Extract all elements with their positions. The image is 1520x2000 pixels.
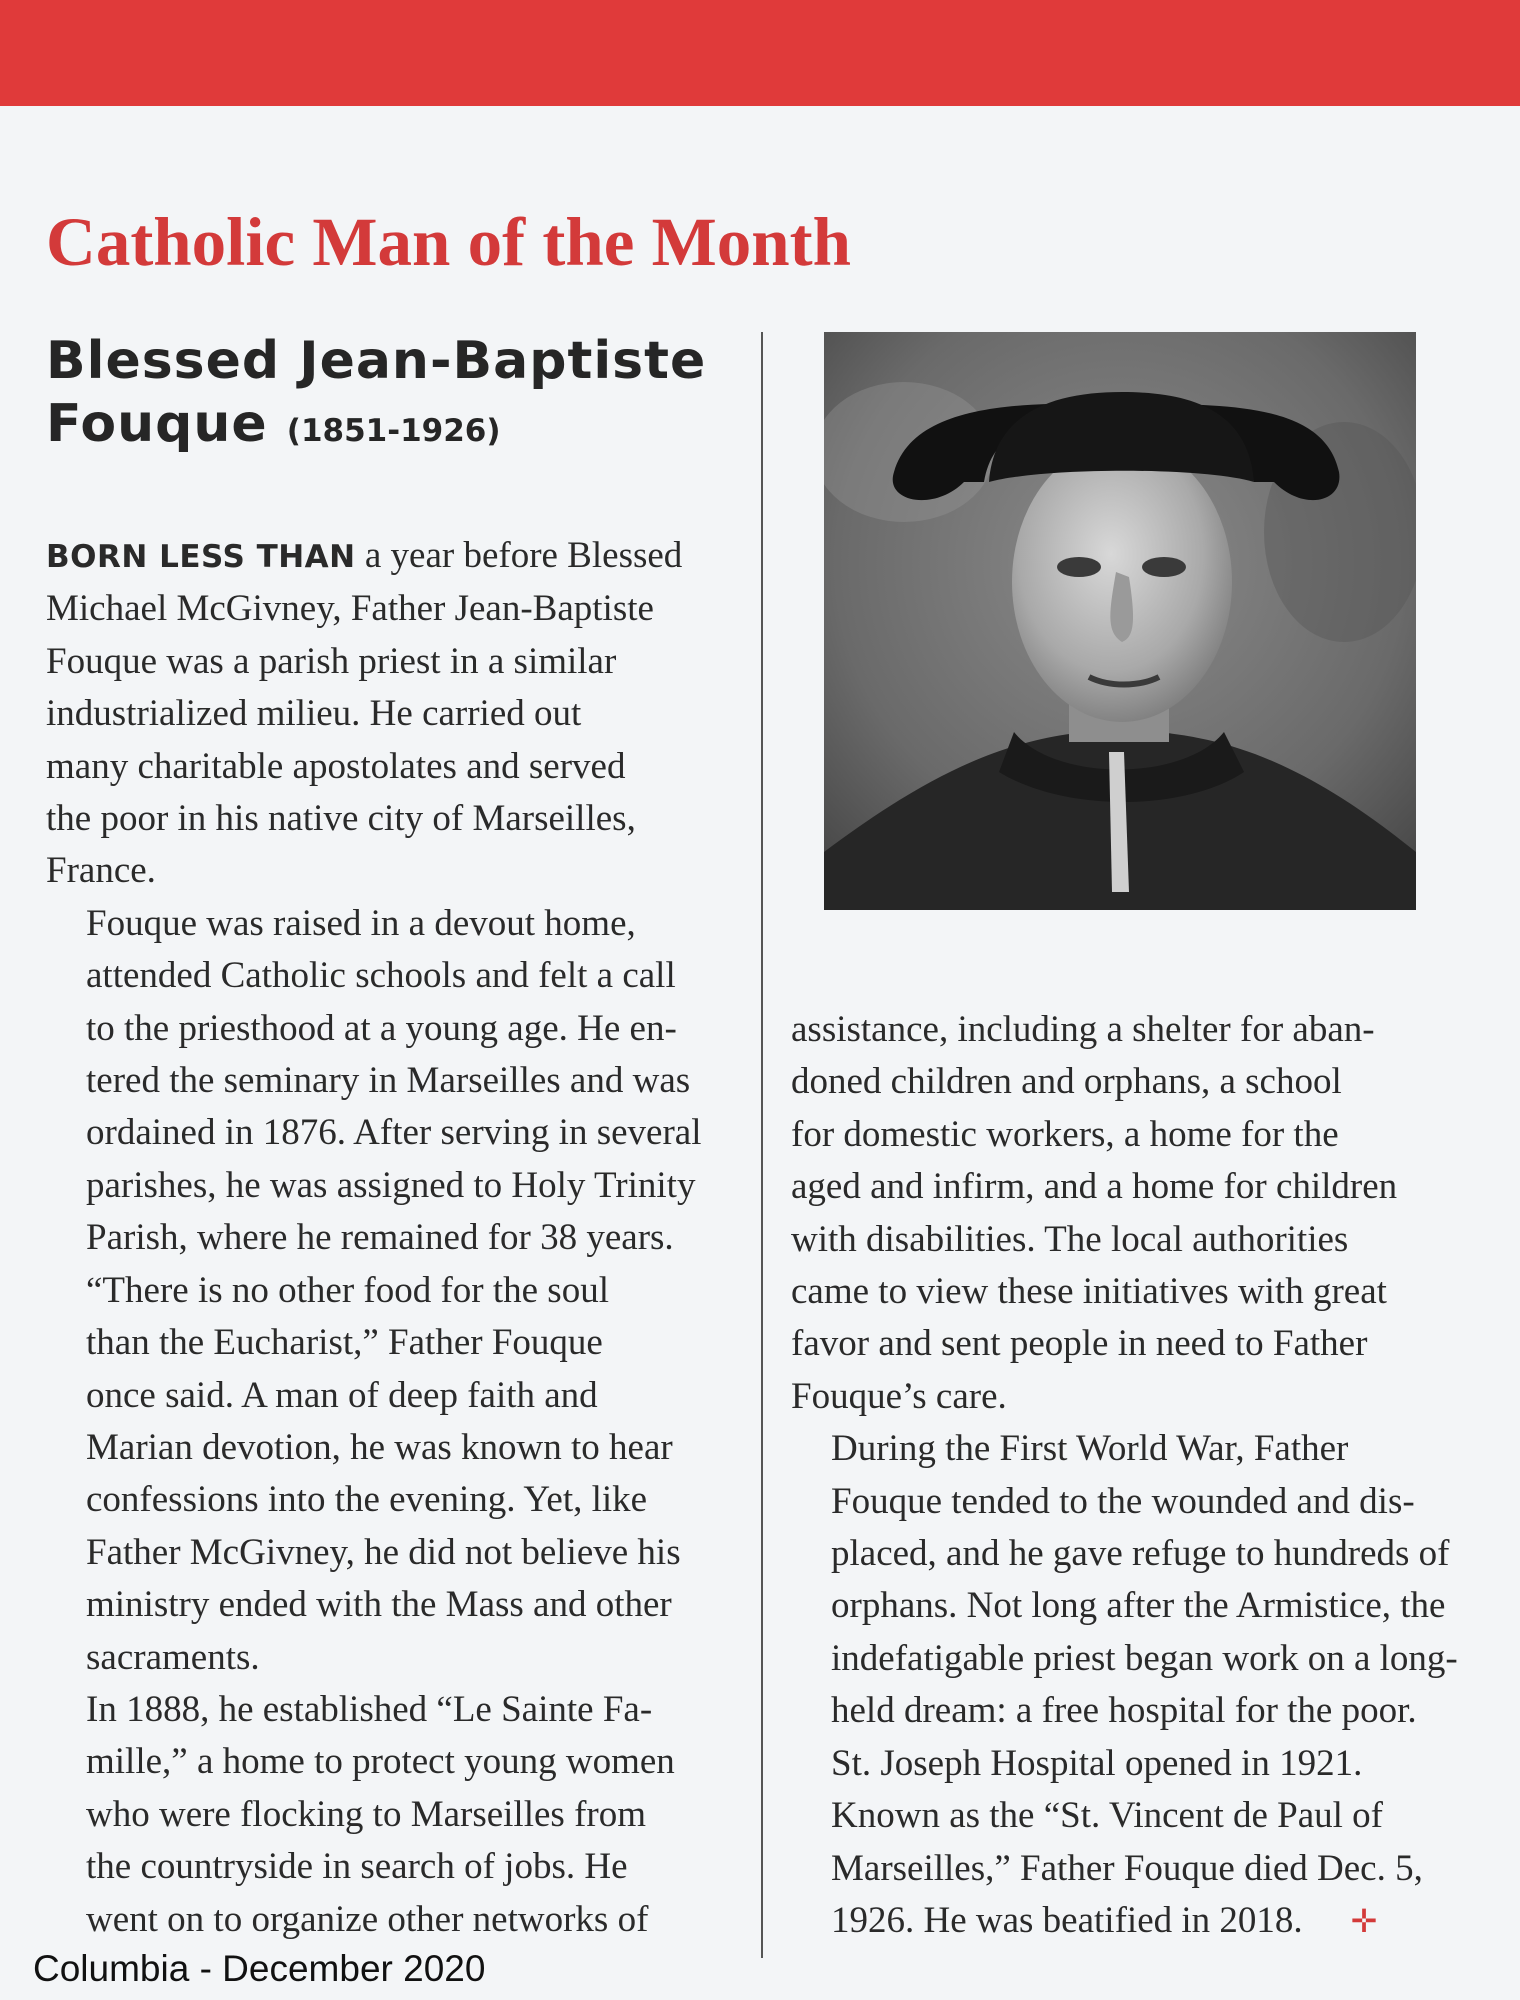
- paragraph-line: mille,” a home to protect young women: [86, 1741, 675, 1783]
- paragraph-line: In 1888, he established “Le Sainte Fa-: [86, 1688, 653, 1730]
- paragraph-line: France.: [46, 850, 156, 892]
- paragraph-line: placed, and he gave refuge to hundreds of: [831, 1533, 1450, 1575]
- paragraph-line: [791, 1895, 1491, 1947]
- heading-name-line-1: Blessed Jean-Baptiste: [46, 331, 707, 391]
- publication-caption: Columbia - December 2020: [33, 1948, 486, 1989]
- paragraph-line: industrialized milieu. He carried out: [46, 693, 582, 735]
- paragraph-6: [791, 1423, 1491, 1790]
- paragraph-line: favor and sent people in need to Father: [791, 1323, 1368, 1365]
- top-color-band: [0, 0, 1520, 106]
- paragraph-line: the poor in his native city of Marseilles,: [46, 798, 636, 840]
- paragraph-line: many charitable apostolates and served: [46, 745, 626, 787]
- paragraph-line: aged and infirm, and a home for children: [791, 1166, 1398, 1208]
- paragraph-line: sacraments.: [86, 1636, 260, 1678]
- paragraph-line: held dream: a free hospital for the poor.: [831, 1690, 1417, 1732]
- paragraph-line: “There is no other food for the soul: [86, 1269, 609, 1311]
- section-title: Catholic Man of the Month: [46, 204, 851, 280]
- paragraph-line: Father McGivney, he did not believe his: [86, 1531, 681, 1573]
- paragraph-3: [46, 1265, 746, 1684]
- paragraph-line: the countryside in search of jobs. He: [86, 1846, 628, 1888]
- paragraph-line: indefatigable priest began work on a long-: [831, 1637, 1458, 1679]
- paragraph-line: Michael McGivney, Father Jean-Baptiste: [46, 588, 654, 630]
- paragraph-7: [791, 1790, 1491, 1947]
- lead-in-continuation: a year before Blessed: [355, 535, 683, 576]
- paragraph-line: Fouque’s care.: [791, 1375, 1007, 1417]
- paragraph-4: [46, 1684, 746, 1946]
- paragraph-line: Marian devotion, he was known to hear: [86, 1426, 673, 1468]
- paragraph-line: Parish, where he remained for 38 years.: [86, 1217, 674, 1259]
- paragraph-line: with disabilities. The local authorities: [791, 1218, 1349, 1260]
- paragraph-line: assistance, including a shelter for aban-: [791, 1009, 1375, 1050]
- paragraph-line: to the priesthood at a young age. He en-: [86, 1007, 677, 1049]
- paragraph-line: Marseilles,” Father Fouque died Dec. 5,: [831, 1847, 1423, 1889]
- paragraph-line: Fouque was a parish priest in a similar: [46, 640, 617, 682]
- paragraph-line: Fouque was raised in a devout home,: [86, 902, 636, 944]
- priest-portrait-image: [824, 332, 1416, 910]
- paragraph-2: [46, 898, 746, 1265]
- article-heading: [46, 330, 726, 463]
- paragraph-5: [791, 1004, 1491, 1423]
- paragraph-line: orphans. Not long after the Armistice, the: [831, 1585, 1446, 1627]
- paragraph-line: St. Joseph Hospital opened in 1921.: [831, 1742, 1363, 1784]
- paragraph-line: once said. A man of deep faith and: [86, 1374, 598, 1416]
- paragraph-line: parishes, he was assigned to Holy Trinity: [86, 1164, 696, 1206]
- paragraph-1: [46, 530, 746, 898]
- paragraph-line: attended Catholic schools and felt a call: [86, 955, 676, 997]
- closing-sentence: 1926. He was beatified in 2018.: [831, 1899, 1303, 1941]
- lead-in: BORN LESS THAN: [46, 539, 356, 575]
- cross-icon: ✛: [1350, 1901, 1378, 1940]
- paragraph-line: During the First World War, Father: [831, 1428, 1349, 1470]
- paragraph-line: [46, 530, 746, 583]
- paragraph-line: confessions into the evening. Yet, like: [86, 1479, 648, 1521]
- column-divider: [761, 332, 763, 1958]
- paragraph-line: who were flocking to Marseilles from: [86, 1793, 646, 1835]
- heading-dates: (1851-1926): [286, 413, 501, 449]
- article-left-column: [46, 530, 746, 1946]
- paragraph-line: ordained in 1876. After serving in several: [86, 1112, 702, 1154]
- paragraph-line: ministry ended with the Mass and other: [86, 1584, 672, 1626]
- paragraph-line: than the Eucharist,” Father Fouque: [86, 1322, 603, 1364]
- paragraph-line: tered the seminary in Marseilles and was: [86, 1060, 691, 1102]
- portrait-photo: [824, 332, 1416, 910]
- paragraph-line: Known as the “St. Vincent de Paul of: [831, 1795, 1384, 1837]
- paragraph-line: came to view these initiatives with great: [791, 1271, 1387, 1313]
- heading-name-line-2: Fouque: [46, 394, 268, 454]
- article-right-column: [791, 1004, 1491, 1947]
- paragraph-line: doned children and orphans, a school: [791, 1061, 1342, 1103]
- paragraph-line: went on to organize other networks of: [86, 1898, 649, 1940]
- paragraph-line: for domestic workers, a home for the: [791, 1113, 1339, 1155]
- paragraph-line: Fouque tended to the wounded and dis-: [831, 1480, 1415, 1522]
